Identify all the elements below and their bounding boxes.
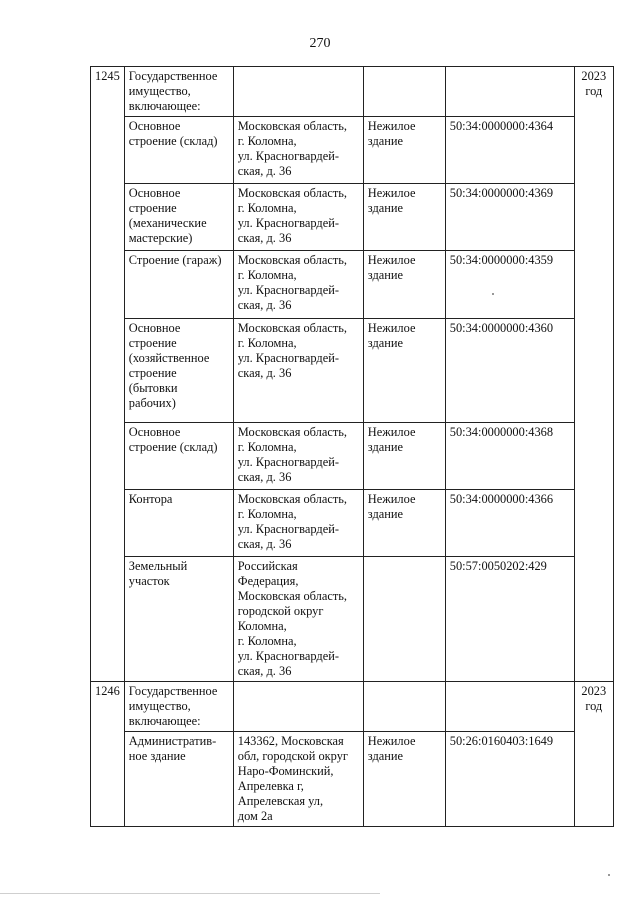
page-number: 270 — [309, 36, 331, 51]
property-address: Московская область, г. Коломна, ул. Красногвардей- ская, д. 36 — [233, 184, 363, 251]
property-address: Московская область, г. Коломна, ул. Красногвардей- ская, д. 36 — [233, 423, 363, 490]
property-name: Основное строение (механические мастерские) — [124, 184, 233, 251]
property-type: Нежилое здание — [363, 423, 445, 490]
scan-speck — [492, 293, 494, 295]
table-row — [91, 423, 614, 490]
table-row — [91, 184, 614, 251]
property-name: Основное строение (склад) — [124, 117, 233, 184]
empty-cell — [363, 67, 445, 117]
property-type: Нежилое здание — [363, 732, 445, 827]
table-row — [91, 251, 614, 319]
cadastral-number: 50:34:0000000:4359 — [445, 251, 574, 319]
table-row — [91, 117, 614, 184]
property-name: Строение (гараж) — [124, 251, 233, 319]
property-type: Нежилое здание — [363, 251, 445, 319]
entry-year: 2023 год — [574, 682, 613, 827]
property-name: Административ- ное здание — [124, 732, 233, 827]
property-name: Контора — [124, 490, 233, 557]
scan-speck — [608, 874, 610, 876]
entry-header-label: Государственное имущество, включающее: — [124, 67, 233, 117]
property-name: Основное строение (хозяйственное строение (бытовки рабочих) — [124, 319, 233, 423]
cadastral-number: 50:26:0160403:1649 — [445, 732, 574, 827]
empty-cell — [233, 67, 363, 117]
table-row — [91, 490, 614, 557]
cadastral-number: 50:34:0000000:4369 — [445, 184, 574, 251]
entry-header-row — [91, 682, 614, 732]
property-type: Нежилое здание — [363, 184, 445, 251]
cadastral-number: 50:34:0000000:4366 — [445, 490, 574, 557]
empty-cell — [233, 682, 363, 732]
property-registry-table — [90, 66, 614, 827]
entry-number: 1246 — [91, 682, 125, 827]
property-name: Основное строение (склад) — [124, 423, 233, 490]
table-row — [91, 732, 614, 827]
property-address: Московская область, г. Коломна, ул. Красногвардей- ская, д. 36 — [233, 251, 363, 319]
property-type: Нежилое здание — [363, 319, 445, 423]
empty-cell — [363, 682, 445, 732]
table-row — [91, 557, 614, 682]
property-type: Нежилое здание — [363, 117, 445, 184]
cadastral-number: 50:34:0000000:4364 — [445, 117, 574, 184]
property-type — [363, 557, 445, 682]
cadastral-number: 50:34:0000000:4360 — [445, 319, 574, 423]
empty-cell — [445, 682, 574, 732]
property-address: 143362, Московская обл, городской округ Наро-Фоминский, Апрелевка г, Апрелевская ул, дом 2а — [233, 732, 363, 827]
property-address: Российская Федерация, Московская область, городской округ Коломна, г. Коломна, ул. Красногвардей- ская, д. 36 — [233, 557, 363, 682]
table-row — [91, 319, 614, 423]
empty-cell — [445, 67, 574, 117]
entry-header-row — [91, 67, 614, 117]
property-address: Московская область, г. Коломна, ул. Красногвардей- ская, д. 36 — [233, 490, 363, 557]
property-type: Нежилое здание — [363, 490, 445, 557]
entry-header-label: Государственное имущество, включающее: — [124, 682, 233, 732]
entry-year: 2023 год — [574, 67, 613, 682]
cadastral-number: 50:57:0050202:429 — [445, 557, 574, 682]
cadastral-number: 50:34:0000000:4368 — [445, 423, 574, 490]
property-address: Московская область, г. Коломна, ул. Красногвардей- ская, д. 36 — [233, 319, 363, 423]
property-name: Земельный участок — [124, 557, 233, 682]
entry-number: 1245 — [91, 67, 125, 682]
scan-edge-line — [0, 893, 380, 894]
property-address: Московская область, г. Коломна, ул. Красногвардей- ская, д. 36 — [233, 117, 363, 184]
